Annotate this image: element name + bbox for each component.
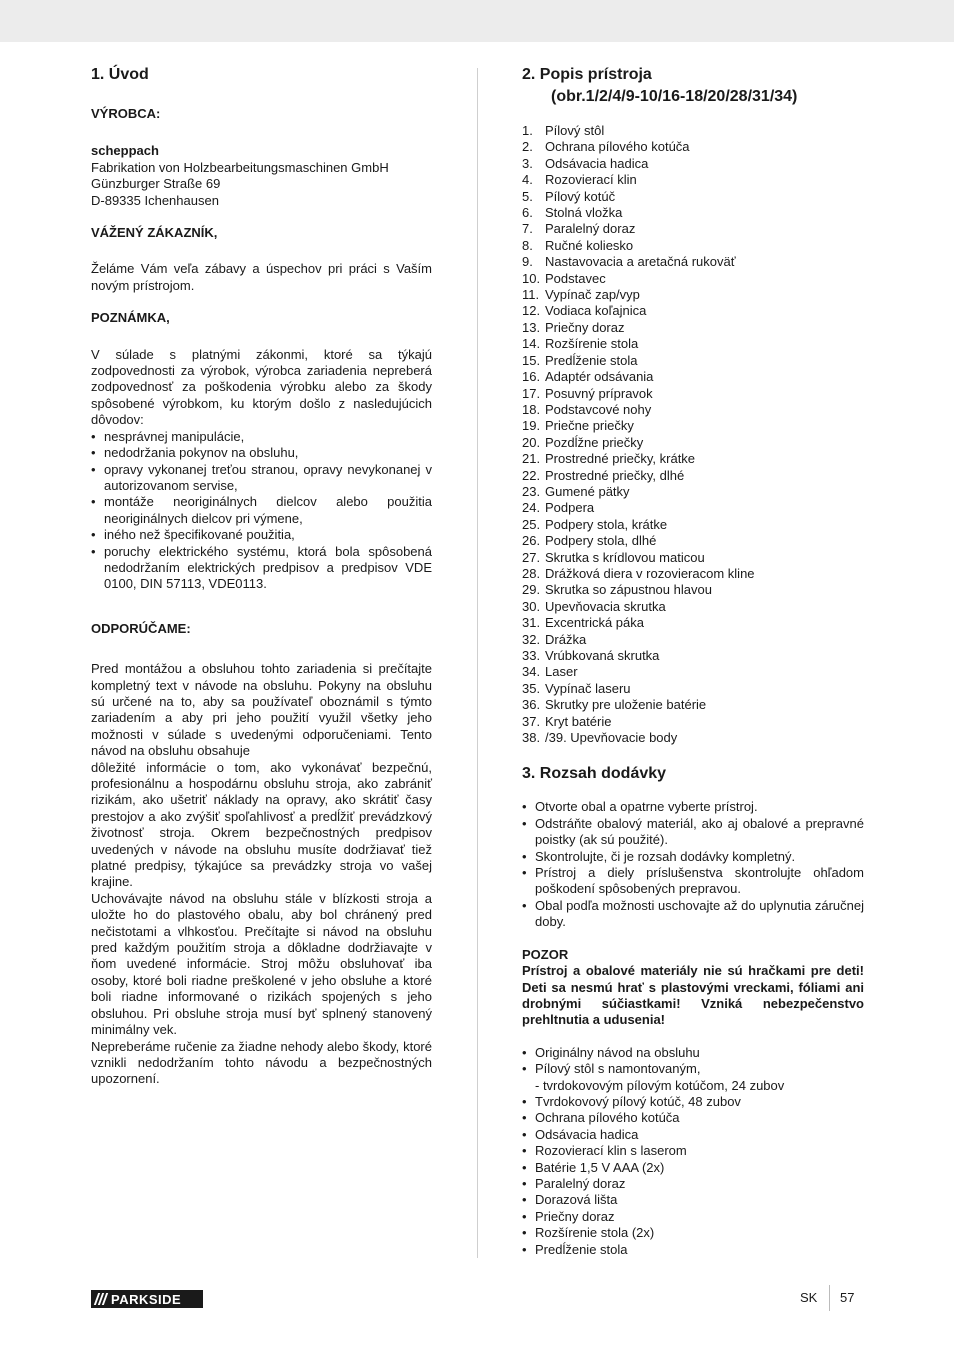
parts-list-item	[522, 320, 864, 336]
recommend-paragraph: Uchovávajte návod na obsluhu stále v blízkosti stroja a uložte ho do plastového obalu, aby bol chránený pred nečistotami a vlhkosťou. Prečítajte si návod na obsluhu pred každým použitím stroja a dôkladne dodržiavajte v ňom uvedené informácie. Stroj môžu obsluhovať iba osoby, ktoré boli riadne preškolené v jeho obsluhe a ktoré boli riadne informované o rizikách spojených s jeho obsluhou. Pri obsluhe stroja musí byť splnený stanovený minimálny vek.	[91, 890, 432, 1038]
part-label: Stolná vložka	[545, 205, 623, 221]
list-item: • Originálny návod na obsluhu	[522, 1045, 864, 1061]
part-label: Predĺženie stola	[545, 352, 638, 368]
part-number: 10.	[522, 270, 541, 286]
part-label: Gumené pätky	[545, 483, 630, 499]
part-number: 23.	[522, 483, 541, 499]
parts-list-item	[522, 402, 864, 418]
list-item: • nedodržania pokynov na obsluhu,	[91, 445, 432, 461]
part-label: Kryt batérie	[545, 713, 612, 729]
parts-list-item	[522, 435, 864, 451]
part-number: 31.	[522, 615, 541, 631]
part-number: 8.	[522, 237, 533, 253]
part-number: 21.	[522, 451, 541, 467]
parts-list-item	[522, 517, 864, 533]
part-label: Podpery stola, krátke	[545, 516, 668, 532]
footer-divider	[829, 1285, 830, 1311]
list-item: • Paralelný doraz	[522, 1176, 864, 1192]
recommend-paragraph: Nepreberáme ručenie za žiadne nehody alebo škody, ktoré vznikli nedodržaním tohto návodu a bezpečnostných upozornení.	[91, 1038, 432, 1087]
part-label: Drážková diera v rozovieracom kline	[545, 565, 755, 581]
part-label: Skrutka so zápustnou hlavou	[545, 582, 712, 598]
part-number: 7.	[522, 221, 533, 237]
delivery-steps-list	[522, 799, 864, 930]
list-item: • Predĺženie stola	[522, 1242, 864, 1258]
parts-list-item	[522, 648, 864, 664]
part-number: 30.	[522, 598, 541, 614]
parts-list-item	[522, 139, 864, 155]
part-number: 35.	[522, 680, 541, 696]
part-number: 34.	[522, 664, 541, 680]
list-item: • Batérie 1,5 V AAA (2x)	[522, 1160, 864, 1176]
scope-list-continued	[522, 1094, 864, 1258]
parts-list	[522, 123, 864, 746]
part-number: 1.	[522, 123, 533, 138]
recommend-heading: ODPORÚČAME:	[91, 620, 191, 636]
part-number: 17.	[522, 385, 541, 401]
customer-heading: VÁŽENÝ ZÁKAZNÍK,	[91, 225, 218, 241]
parts-list-item	[522, 205, 864, 221]
section-1-title: 1. Úvod	[91, 66, 149, 83]
parts-list-item	[522, 599, 864, 615]
part-number: 29.	[522, 582, 541, 598]
part-label: Upevňovacia skrutka	[545, 598, 666, 614]
parts-list-item	[522, 632, 864, 648]
list-item: • opravy vykonanej treťou stranou, opravy nevykonanej v autorizovanom servise,	[91, 462, 432, 495]
list-item: • Tvrdokovový pílový kotúč, 48 zubov	[522, 1094, 864, 1110]
company-address-line: Fabrikation von Holzbearbeitungsmaschinen GmbH	[91, 159, 389, 175]
company-address-line: D-89335 Ichenhausen	[91, 192, 219, 208]
parts-list-item	[522, 254, 864, 270]
list-item: • nesprávnej manipulácie,	[91, 429, 432, 445]
parts-list-item	[522, 369, 864, 385]
logo-brand-text: PARKSIDE	[111, 1291, 182, 1307]
page-number: 57	[840, 1290, 855, 1305]
part-label: Ochrana pílového kotúča	[545, 139, 690, 155]
parts-list-item	[522, 189, 864, 205]
part-label: Skrutky pre uloženie batérie	[545, 697, 707, 713]
parts-list-item	[522, 714, 864, 730]
part-label: Pozdĺžne priečky	[545, 434, 644, 450]
parts-list-item	[522, 615, 864, 631]
part-number: 18.	[522, 401, 541, 417]
part-number: 4.	[522, 172, 533, 188]
list-item: • Prístroj a diely príslušenstva skontrolujte ohľadom poškodení spôsobených prepravou.	[522, 865, 864, 898]
part-number: 15.	[522, 352, 541, 368]
list-item: • Otvorte obal a opatrne vyberte prístroj.	[522, 799, 864, 815]
column-divider	[477, 68, 478, 1258]
part-number: 2.	[522, 139, 533, 155]
part-label: Pílový stôl	[545, 123, 605, 138]
part-label: Adaptér odsávania	[545, 369, 654, 385]
parts-list-item	[522, 664, 864, 680]
part-label: Odsávacia hadica	[545, 155, 649, 171]
part-number: 26.	[522, 533, 541, 549]
part-number: 19.	[522, 418, 541, 434]
part-number: 9.	[522, 254, 533, 270]
note-list	[91, 429, 432, 593]
part-label: Vypínač zap/vyp	[545, 287, 640, 303]
parts-list-item	[522, 156, 864, 172]
part-label: Posuvný prípravok	[545, 385, 653, 401]
parts-list-item	[522, 123, 864, 139]
parts-list-item	[522, 386, 864, 402]
note-heading: POZNÁMKA,	[91, 310, 170, 326]
recommend-paragraph: Pred montážou a obsluhou tohto zariadenia si prečítajte kompletný text v návode na obsluhu. Pokyny na obsluhu sú určené na to, aby sa používateľ oboznámil s týmto zariadením a aby pri jeho použití využil všetky jeho možnosti v súlade s uvedenými odporučeniami. Tento návod na obsluhu obsahuje	[91, 661, 432, 759]
parts-list-item	[522, 172, 864, 188]
parts-list-item	[522, 303, 864, 319]
parts-list-item	[522, 500, 864, 516]
recommend-paragraph: dôležité informácie o tom, ako vykonávať bezpečnú, profesionálnu a hospodárnu obsluhu stroja, ako zabrániť rizikám, ako ušetriť náklady na opravy, ako skrátiť časy prestojov a ako zvýšiť spoľahlivosť a predĺžiť prevádzkový životnosť stroja. Okrem bezpečnostných predpisov uvedených v návode na obsluhu musíte dodržiavať tiež platné predpisy, týkajúce sa prevádzky stroja vo vašej krajine.	[91, 759, 432, 890]
parts-list-item	[522, 221, 864, 237]
part-number: 37.	[522, 713, 541, 729]
part-number: 14.	[522, 336, 541, 352]
parts-list-item	[522, 238, 864, 254]
part-number: 36.	[522, 697, 541, 713]
warning-text: Prístroj a obalové materiály nie sú hračkami pre deti! Deti sa nesmú hrať s plastovými vreckami, fóliami ani drobnými súčiastkami! Vzniká nebezpečenstvo prehltnutia a udusenia!	[522, 963, 864, 1028]
part-number: 38.	[522, 730, 541, 746]
part-label: Priečny doraz	[545, 319, 625, 335]
part-number: 32.	[522, 631, 541, 647]
part-label: Prostredné priečky, krátke	[545, 451, 696, 467]
part-number: 11.	[522, 287, 540, 303]
parts-list-item	[522, 271, 864, 287]
parkside-logo	[91, 1290, 203, 1308]
part-number: 27.	[522, 549, 541, 565]
section-2-figure-refs: (obr.1/2/4/9-10/16-18/20/28/31/34)	[551, 88, 798, 105]
parts-list-item	[522, 582, 864, 598]
top-bar	[0, 0, 954, 42]
right-column	[522, 64, 864, 1258]
part-number: 28.	[522, 565, 541, 581]
part-label: Prostredné priečky, dlhé	[545, 467, 685, 483]
part-number: 12.	[522, 303, 541, 319]
part-number: 20.	[522, 434, 541, 450]
parts-list-item	[522, 287, 864, 303]
part-label: Paralelný doraz	[545, 221, 636, 237]
part-label: Skrutka s krídlovou maticou	[545, 549, 705, 565]
list-item: • Ochrana pílového kotúča	[522, 1110, 864, 1126]
part-label: Laser	[545, 664, 578, 680]
list-item: • Rozovierací klin s laserom	[522, 1143, 864, 1159]
list-item: • Priečny doraz	[522, 1209, 864, 1225]
part-label: Ručné koliesko	[545, 237, 634, 253]
list-item: • Rozšírenie stola (2x)	[522, 1225, 864, 1241]
part-label: Podstavec	[545, 270, 606, 286]
list-item: • poruchy elektrického systému, ktorá bola spôsobená nedodržaním elektrických predpisov a predpisov VDE 0100, DIN 57113, VDE0113.	[91, 544, 432, 593]
part-label: Excentrická páka	[545, 615, 644, 631]
scope-list	[522, 1045, 864, 1078]
parts-list-item	[522, 730, 864, 746]
part-number: 25.	[522, 516, 541, 532]
part-number: 3.	[522, 155, 533, 171]
customer-text: Želáme Vám veľa zábavy a úspechov pri práci s Vaším novým prístrojom.	[91, 261, 432, 293]
section-3-title: 3. Rozsah dodávky	[522, 765, 667, 783]
parts-list-item	[522, 681, 864, 697]
left-column	[91, 64, 432, 1088]
list-item: • Obal podľa možnosti uschovajte až do uplynutia záručnej doby.	[522, 898, 864, 931]
part-label: Vypínač laseru	[545, 680, 631, 696]
language-code: SK	[800, 1290, 818, 1305]
list-item: • Odstráňte obalový materiál, ako aj obalové a prepravné poistky (ak sú použité).	[522, 816, 864, 849]
part-label: Pílový kotúč	[545, 188, 616, 204]
parts-list-item	[522, 336, 864, 352]
part-label: Rozovierací klin	[545, 172, 637, 188]
parts-list-item	[522, 451, 864, 467]
part-label: Vodiaca koľajnica	[545, 303, 647, 319]
list-item: • Skontrolujte, či je rozsah dodávky kompletný.	[522, 849, 864, 865]
part-number: 6.	[522, 205, 533, 221]
part-label: Podpery stola, dlhé	[545, 533, 657, 549]
part-label: Nastavovacia a aretačná rukoväť	[545, 254, 736, 270]
logo-stripes-icon	[91, 1290, 111, 1308]
part-number: 33.	[522, 648, 541, 663]
note-text: V súlade s platnými zákonmi, ktoré sa týkajú zodpovednosti za výrobok, výrobca zariadenia nepreberá zodpovednosť za poškodenia výrobku alebo za škody spôsobené výrobkom, ku ktorým došlo z nasledujúcich dôvodov:	[91, 346, 432, 428]
part-number: 5.	[522, 188, 533, 204]
list-item: • Pílový stôl s namontovaným,	[522, 1061, 864, 1077]
part-label: /39. Upevňovacie body	[545, 730, 678, 746]
parts-list-item	[522, 353, 864, 369]
part-label: Podstavcové nohy	[545, 401, 652, 417]
parts-list-item	[522, 418, 864, 434]
manufacturer-heading: VÝROBCA:	[91, 106, 161, 121]
part-number: 24.	[522, 500, 541, 516]
company-address-line: Günzburger Straße 69	[91, 176, 221, 192]
parts-list-item	[522, 533, 864, 549]
part-number: 13.	[522, 319, 541, 335]
company-name: scheppach	[91, 143, 159, 159]
part-label: Priečne priečky	[545, 418, 634, 434]
list-item: • Dorazová lišta	[522, 1192, 864, 1208]
section-2-title: 2. Popis prístroja	[522, 66, 652, 83]
list-item: • iného než špecifikované použitia,	[91, 527, 432, 543]
parts-list-item	[522, 550, 864, 566]
scope-sub-item: - tvrdokovovým pílovým kotúčom, 24 zubov	[535, 1077, 785, 1093]
part-number: 16.	[522, 369, 541, 385]
part-label: Podpera	[545, 500, 595, 516]
warning-heading: POZOR	[522, 946, 569, 962]
parts-list-item	[522, 484, 864, 500]
part-label: Vrúbkovaná skrutka	[545, 648, 660, 663]
parts-list-item	[522, 566, 864, 582]
part-label: Rozšírenie stola	[545, 336, 639, 352]
parts-list-item	[522, 468, 864, 484]
list-item: • montáže neoriginálnych dielcov alebo použitia neoriginálnych dielcov pri výmene,	[91, 494, 432, 527]
part-label: Drážka	[545, 631, 587, 647]
part-number: 22.	[522, 467, 541, 483]
parts-list-item	[522, 697, 864, 713]
list-item: • Odsávacia hadica	[522, 1127, 864, 1143]
